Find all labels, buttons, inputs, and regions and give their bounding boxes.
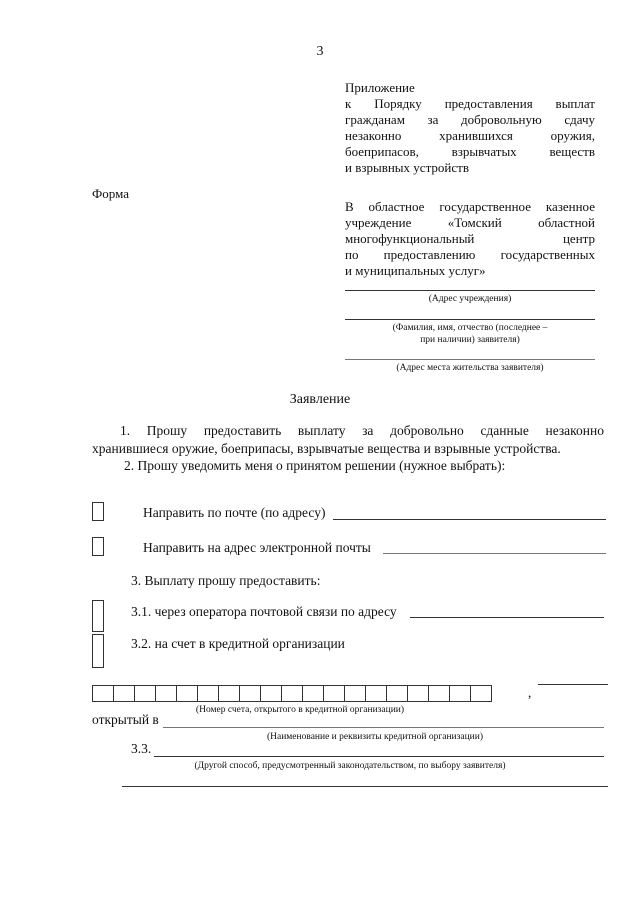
applicant-name-line[interactable] [345, 319, 595, 320]
account-digit-cell[interactable] [113, 685, 135, 702]
account-digit-cell[interactable] [176, 685, 198, 702]
payment-post-label: 3.1. через оператора почтовой связи по адресу [131, 604, 397, 619]
paragraph-1-line-1: 1. Прошу предоставить выплату за добровольно сданные незаконно [120, 423, 604, 438]
account-top-line [538, 684, 608, 685]
other-method-extra-line[interactable] [122, 786, 608, 787]
payment-bank-checkbox[interactable] [92, 634, 104, 668]
account-digit-cell[interactable] [302, 685, 324, 702]
form-label: Форма [92, 186, 129, 201]
opened-in-label: открытый в [92, 712, 159, 727]
payment-post-checkbox[interactable] [92, 600, 104, 632]
applicant-residence-caption: (Адрес места жительства заявителя) [396, 363, 544, 373]
account-digit-cell[interactable] [407, 685, 429, 702]
bank-details-line[interactable] [163, 727, 604, 728]
paragraph-3: 3. Выплату прошу предоставить: [131, 573, 321, 588]
page-number: 3 [316, 44, 324, 59]
account-digit-cell[interactable] [239, 685, 261, 702]
account-digit-cell[interactable] [470, 685, 492, 702]
notify-post-checkbox[interactable] [92, 502, 104, 521]
addressee-line: учреждение «Томский областной [345, 215, 595, 230]
addressee-line: многофункциональный центр [345, 231, 595, 246]
account-digit-cell[interactable] [449, 685, 471, 702]
notify-email-checkbox[interactable] [92, 537, 104, 556]
appendix-line: незаконно хранившихся оружия, [345, 128, 595, 143]
account-digit-cell[interactable] [92, 685, 114, 702]
payment-post-address-line[interactable] [410, 617, 604, 618]
account-digit-cell[interactable] [197, 685, 219, 702]
addressee-line: и муниципальных услуг» [345, 263, 486, 278]
notify-post-address-line[interactable] [333, 519, 606, 520]
addressee-block [345, 199, 595, 279]
notify-post-label: Направить по почте (по адресу) [143, 505, 326, 520]
account-digit-cell[interactable] [365, 685, 387, 702]
account-digit-cell[interactable] [323, 685, 345, 702]
appendix-line: боеприпасов, взрывчатых веществ [345, 144, 595, 159]
addressee-line: В областное государственное казенное [345, 199, 595, 214]
appendix-line: гражданам за добровольную сдачу [345, 112, 595, 127]
paragraph-2: 2. Прошу уведомить меня о принятом решении (нужное выбрать): [124, 458, 506, 473]
account-digit-cell[interactable] [386, 685, 408, 702]
account-digit-cell[interactable] [281, 685, 303, 702]
applicant-name-caption-2: при наличии) заявителя) [420, 335, 520, 345]
account-digit-cell[interactable] [155, 685, 177, 702]
paragraph-1 [92, 422, 604, 458]
other-method-number: 3.3. [131, 741, 152, 756]
account-digit-cell[interactable] [344, 685, 366, 702]
paragraph-1-line-2: хранившиеся оружие, боеприпасы, взрывчатые вещества и взрывные устройства. [92, 441, 561, 456]
document-title: Заявление [289, 392, 351, 407]
applicant-residence-line[interactable] [345, 359, 595, 360]
bank-details-caption: (Наименование и реквизиты кредитной организации) [266, 732, 484, 742]
account-digit-cell[interactable] [134, 685, 156, 702]
appendix-line: к Порядку предоставления выплат [345, 96, 595, 111]
account-comma: , [528, 685, 532, 700]
payment-bank-label: 3.2. на счет в кредитной организации [131, 636, 345, 651]
account-digit-cell[interactable] [218, 685, 240, 702]
institution-address-caption: (Адрес учреждения) [428, 294, 512, 304]
appendix-line: Приложение [345, 80, 415, 95]
applicant-name-caption-1: (Фамилия, имя, отчество (последнее – [392, 323, 548, 333]
notify-email-label: Направить на адрес электронной почты [143, 540, 371, 555]
account-digit-cell[interactable] [260, 685, 282, 702]
addressee-line: по предоставлению государственных [345, 247, 595, 262]
notify-email-address-line[interactable] [383, 553, 606, 554]
account-number-cells[interactable] [93, 685, 492, 702]
account-digit-cell[interactable] [428, 685, 450, 702]
account-number-caption: (Номер счета, открытого в кредитной организации) [195, 705, 405, 715]
appendix-line: и взрывных устройств [345, 160, 469, 175]
other-method-line[interactable] [154, 756, 604, 757]
institution-address-line[interactable] [345, 290, 595, 291]
appendix-reference [345, 80, 595, 176]
other-method-caption: (Другой способ, предусмотренный законодательством, по выбору заявителя) [194, 761, 506, 771]
